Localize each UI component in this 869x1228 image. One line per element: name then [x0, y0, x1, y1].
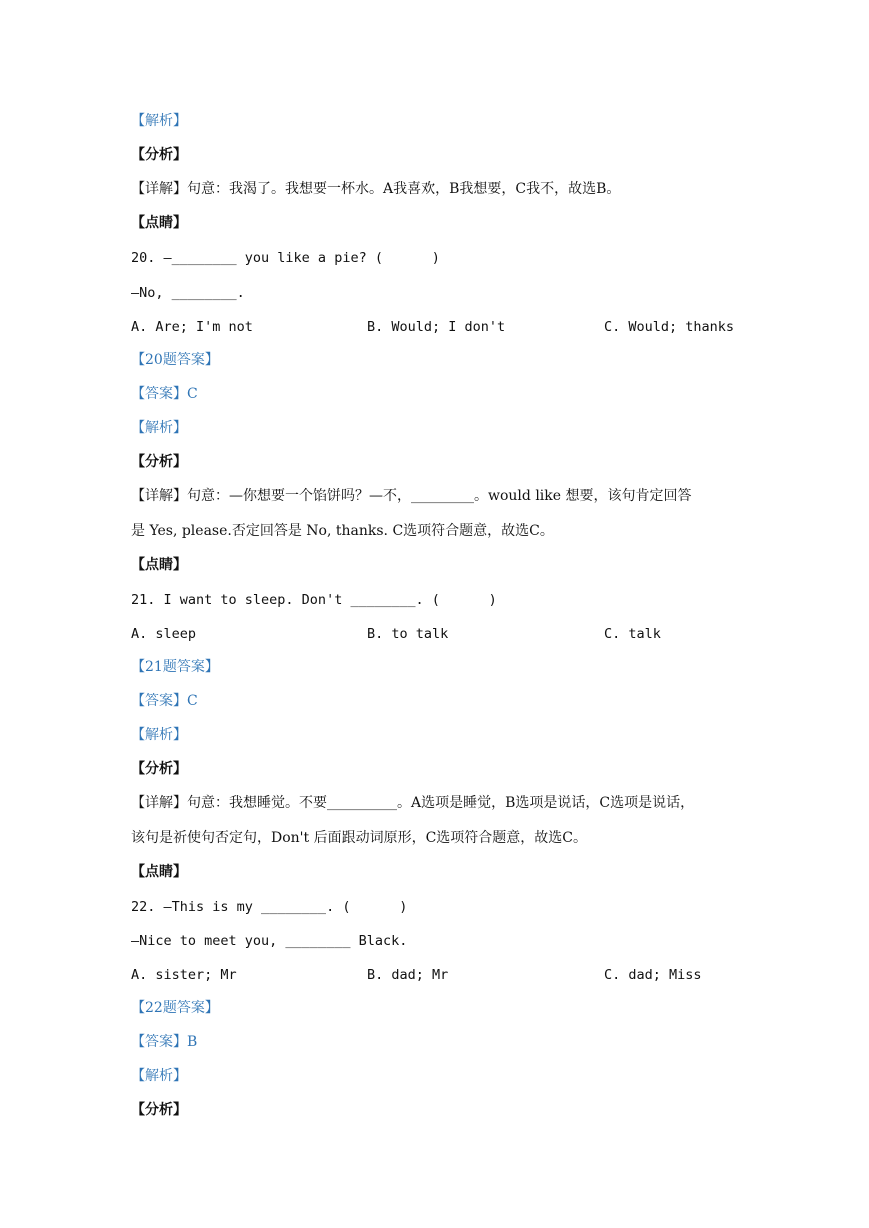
q22-option-a: A. sister; Mr	[131, 967, 237, 983]
breakdown-label: 【分析】	[131, 147, 187, 163]
question-21: 21. I want to sleep. Don't ________. ( )	[131, 592, 497, 608]
q20-option-b: B. Would; I don't	[367, 319, 506, 335]
q20-option-c: C. Would; thanks	[604, 319, 735, 335]
q21-detail-line1: 【详解】句意：我想睡觉。不要__________。A选项是睡觉，B选项是说话，C选项是说话，	[131, 795, 695, 811]
q22-option-c: C. dad; Miss	[604, 967, 702, 983]
q22-answer-heading: 【22题答案】	[131, 1000, 219, 1016]
q21-breakdown-label: 【分析】	[131, 761, 187, 777]
q21-tip-label: 【点睛】	[131, 864, 187, 880]
q20-detail-line2: 是 Yes, please.否定回答是 No, thanks. C选项符合题意，故选C。	[131, 523, 554, 539]
question-22: 22. —This is my ________. ( )	[131, 899, 408, 915]
q20-answer: 【答案】C	[131, 386, 198, 402]
q20-breakdown-label: 【分析】	[131, 454, 187, 470]
q20-detail-line1: 【详解】句意：—你想要一个馅饼吗？—不，_________。would like 想要，该句肯定回答	[131, 488, 692, 504]
q21-answer: 【答案】C	[131, 693, 198, 709]
question-20-reply: —No, ________.	[131, 285, 245, 301]
question-22-reply: —Nice to meet you, ________ Black.	[131, 933, 408, 949]
question-20: 20. —________ you like a pie? ( )	[131, 250, 440, 266]
analysis-label: 【解析】	[131, 113, 187, 129]
q20-tip-label: 【点睛】	[131, 557, 187, 573]
q21-analysis-label: 【解析】	[131, 727, 187, 743]
q21-detail-line2: 该句是祈使句否定句，Don't 后面跟动词原形，C选项符合题意，故选C。	[131, 830, 588, 846]
q22-analysis-label: 【解析】	[131, 1068, 187, 1084]
q21-option-a: A. sleep	[131, 626, 197, 642]
tip-label: 【点睛】	[131, 215, 187, 231]
q20-answer-heading: 【20题答案】	[131, 352, 219, 368]
q21-option-c: C. talk	[604, 626, 661, 642]
q22-option-b: B. dad; Mr	[367, 967, 449, 983]
q22-breakdown-label: 【分析】	[131, 1102, 187, 1118]
q20-option-a: A. Are; I'm not	[131, 319, 253, 335]
q21-answer-heading: 【21题答案】	[131, 659, 219, 675]
detail-explanation: 【详解】句意：我渴了。我想要一杯水。A我喜欢，B我想要，C我不，故选B。	[131, 181, 621, 197]
q22-answer: 【答案】B	[131, 1034, 198, 1050]
q20-analysis-label: 【解析】	[131, 420, 187, 436]
q21-option-b: B. to talk	[367, 626, 449, 642]
